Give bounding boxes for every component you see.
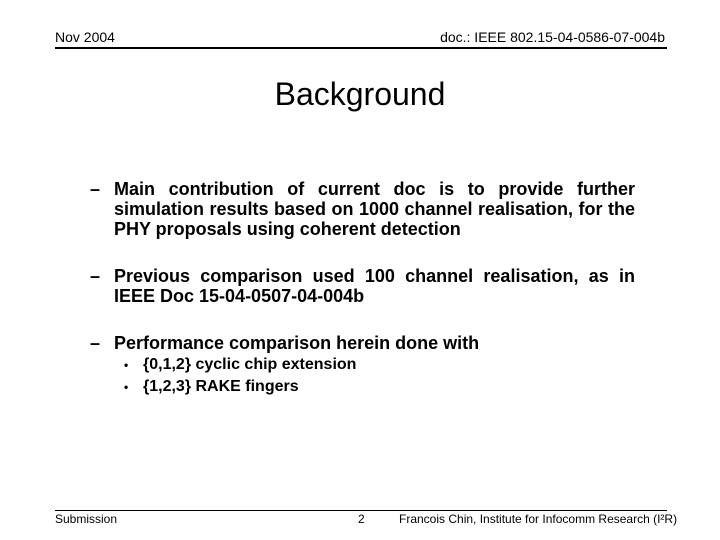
- header-divider: [55, 47, 667, 49]
- bullet-text: Main contribution of current doc is to provide further simulation results based on 1000 channel realisation, for the PHY proposals using coherent detection: [114, 179, 635, 239]
- footer-page-number: 2: [358, 512, 365, 526]
- footer-submission: Submission: [55, 512, 118, 526]
- slide-title: Background: [274, 76, 446, 112]
- sub-bullet-text: {0,1,2} cyclic chip extension: [143, 356, 357, 373]
- sub-bullet-item-2: [124, 377, 299, 397]
- sub-bullet-text: {1,2,3} RAKE fingers: [143, 378, 299, 395]
- bullet-marker: –: [90, 333, 101, 353]
- bullet-marker: –: [90, 266, 101, 286]
- bullet-item-3: [90, 333, 635, 353]
- header-date: Nov 2004: [55, 29, 115, 45]
- sub-bullet-marker: •: [124, 380, 129, 394]
- footer-author: Francois Chin, Institute for Infocomm Research (I²R): [399, 512, 678, 526]
- sub-bullet-item-1: [124, 355, 356, 375]
- bullet-item-2: [90, 266, 635, 306]
- sub-bullet-marker: •: [124, 358, 129, 372]
- footer-divider: [55, 510, 667, 511]
- bullet-text: Previous comparison used 100 channel realisation, as in IEEE Doc 15-04-0507-04-004b: [114, 266, 635, 306]
- bullet-marker: –: [90, 179, 101, 199]
- bullet-text: Performance comparison herein done with: [114, 333, 480, 353]
- header-doc-id: doc.: IEEE 802.15-04-0586-07-004b: [440, 29, 665, 45]
- bullet-item-1: [90, 179, 635, 239]
